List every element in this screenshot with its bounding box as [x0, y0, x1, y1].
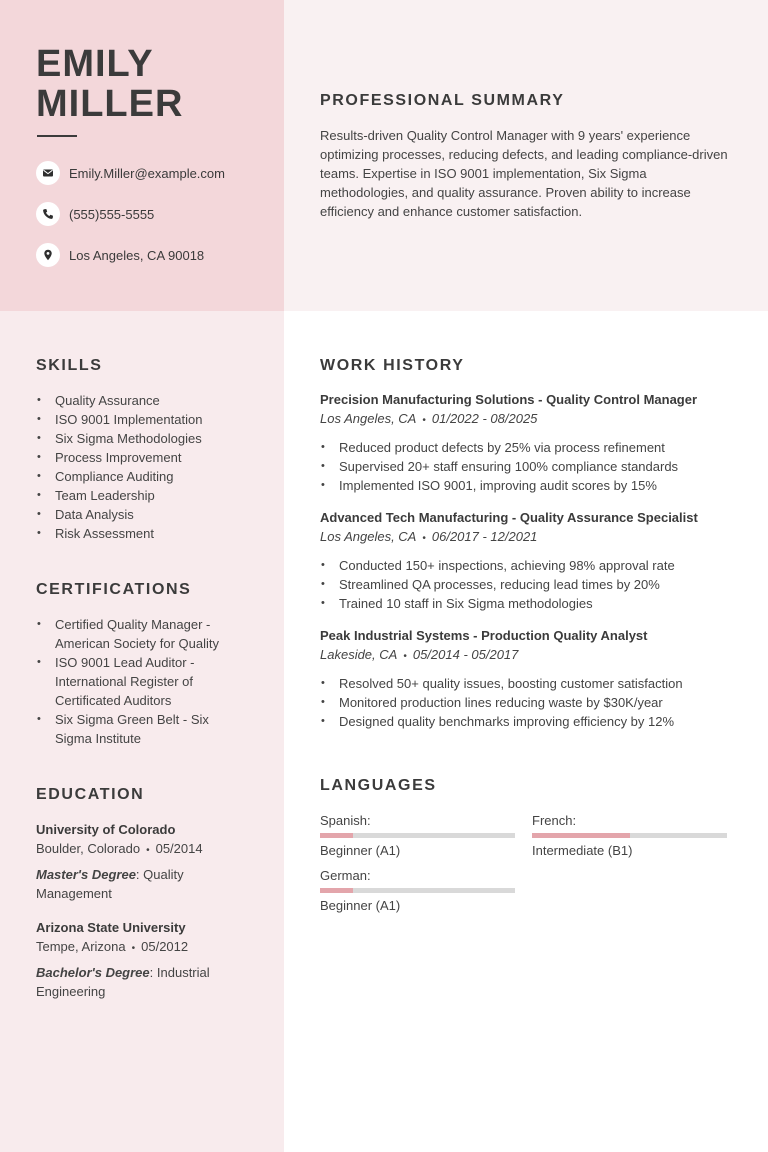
certifications-list [36, 615, 246, 748]
job-bullet: • Streamlined QA processes, reducing lead times by 20% [320, 575, 740, 594]
job-dates: 06/2017 - 12/2021 [431, 529, 538, 544]
language-item [532, 813, 727, 859]
certification-item: • ISO 9001 Lead Auditor - International Register of Certificated Auditors [36, 653, 246, 710]
summary-heading: PROFESSIONAL SUMMARY [320, 92, 565, 109]
job-heading: Precision Manufacturing Solutions - Quality Control Manager [320, 392, 698, 407]
skills-heading: SKILLS [36, 357, 103, 374]
phone-text: (555)555-5555 [69, 206, 155, 222]
location-pin-icon [36, 243, 60, 267]
education-entry [36, 918, 188, 958]
envelope-icon [36, 161, 60, 185]
job-bullet: • Resolved 50+ quality issues, boosting customer satisfaction [320, 674, 740, 693]
last-name: MILLER [36, 83, 184, 125]
education-heading: EDUCATION [36, 786, 145, 803]
degree-line: Master's Degree: Quality Management [36, 867, 184, 901]
school-meta: Boulder, Colorado • 05/2014 [36, 841, 203, 856]
language-name: German: [320, 868, 371, 883]
degree-field: Industrial Engineering [36, 965, 210, 999]
name-divider [37, 135, 77, 137]
job-location: Los Angeles, CA [320, 529, 417, 544]
job-location: Los Angeles, CA [320, 411, 417, 426]
skill-item: • ISO 9001 Implementation [36, 410, 266, 429]
contact-email[interactable] [36, 161, 225, 185]
job-location: Lakeside, CA [320, 647, 398, 662]
job-meta: Lakeside, CA • 05/2014 - 05/2017 [320, 647, 519, 662]
job-bullet: • Implemented ISO 9001, improving audit scores by 15% [320, 476, 740, 495]
skill-item: • Compliance Auditing [36, 467, 266, 486]
school-location: Boulder, Colorado [36, 841, 141, 856]
school-name: University of Colorado [36, 822, 176, 837]
language-level: Beginner (A1) [320, 843, 401, 858]
job-dates: 01/2022 - 08/2025 [431, 411, 538, 426]
language-name: Spanish: [320, 813, 371, 828]
language-name: French: [532, 813, 577, 828]
skill-item: • Six Sigma Methodologies [36, 429, 266, 448]
job-bullet: • Designed quality benchmarks improving efficiency by 12% [320, 712, 740, 731]
contact-phone[interactable] [36, 202, 154, 226]
email-text: Emily.Miller@example.com [69, 165, 225, 181]
job-meta: Los Angeles, CA • 06/2017 - 12/2021 [320, 529, 538, 544]
job-bullet: • Trained 10 staff in Six Sigma methodologies [320, 594, 740, 613]
degree-label: Bachelor's Degree [36, 965, 150, 980]
job-heading: Advanced Tech Manufacturing - Quality Assurance Specialist [320, 510, 698, 525]
job-bullets [320, 674, 740, 731]
job-bullet: • Monitored production lines reducing waste by $30K/year [320, 693, 740, 712]
job-bullet: • Reduced product defects by 25% via process refinement [320, 438, 740, 457]
skill-item: • Team Leadership [36, 486, 266, 505]
skill-item: • Quality Assurance [36, 391, 266, 410]
contact-location [36, 243, 204, 267]
education-entry [36, 820, 203, 860]
degree-field: Quality Management [36, 867, 184, 901]
work-history-heading: WORK HISTORY [320, 357, 465, 374]
proficiency-fill [320, 833, 353, 838]
proficiency-bar [532, 833, 727, 838]
phone-icon [36, 202, 60, 226]
certification-item: • Certified Quality Manager - American Society for Quality [36, 615, 246, 653]
school-meta: Tempe, Arizona • 05/2012 [36, 939, 189, 954]
proficiency-bar [320, 833, 515, 838]
school-name: Arizona State University [36, 920, 186, 935]
proficiency-fill [532, 833, 630, 838]
language-level: Intermediate (B1) [532, 843, 633, 858]
proficiency-fill [320, 888, 353, 893]
job-bullets [320, 556, 740, 613]
certification-item: • Six Sigma Green Belt - Six Sigma Institute [36, 710, 246, 748]
job-bullets [320, 438, 740, 495]
job-dates: 05/2014 - 05/2017 [412, 647, 519, 662]
proficiency-bar [320, 888, 515, 893]
job-bullet: • Conducted 150+ inspections, achieving 98% approval rate [320, 556, 740, 575]
language-level: Beginner (A1) [320, 898, 401, 913]
degree-label: Master's Degree [36, 867, 136, 882]
skills-list [36, 391, 266, 543]
location-text: Los Angeles, CA 90018 [69, 247, 205, 263]
language-item [320, 868, 515, 914]
skill-item: • Data Analysis [36, 505, 266, 524]
languages-heading: LANGUAGES [320, 777, 437, 794]
job-bullet: • Supervised 20+ staff ensuring 100% compliance standards [320, 457, 740, 476]
job-heading: Peak Industrial Systems - Production Quality Analyst [320, 628, 648, 643]
certifications-heading: CERTIFICATIONS [36, 581, 192, 598]
first-name: EMILY [36, 43, 154, 85]
job-meta: Los Angeles, CA • 01/2022 - 08/2025 [320, 411, 538, 426]
language-item [320, 813, 515, 859]
graduation-date: 05/2014 [155, 841, 203, 856]
candidate-name [36, 44, 183, 124]
skill-item: • Risk Assessment [36, 524, 266, 543]
school-location: Tempe, Arizona [36, 939, 126, 954]
summary-text: Results-driven Quality Control Manager with 9 years' experience optimizing processes, reducing defects, and leading compliance-driven teams. Expertise in ISO 9001 implementation, Six Sigma methodologies, and quality assurance. Proven ability to increase efficiency and enhance customer satisfaction. [320, 128, 728, 219]
skill-item: • Process Improvement [36, 448, 266, 467]
degree-line: Bachelor's Degree: Industrial Engineering [36, 965, 210, 999]
graduation-date: 05/2012 [141, 939, 189, 954]
